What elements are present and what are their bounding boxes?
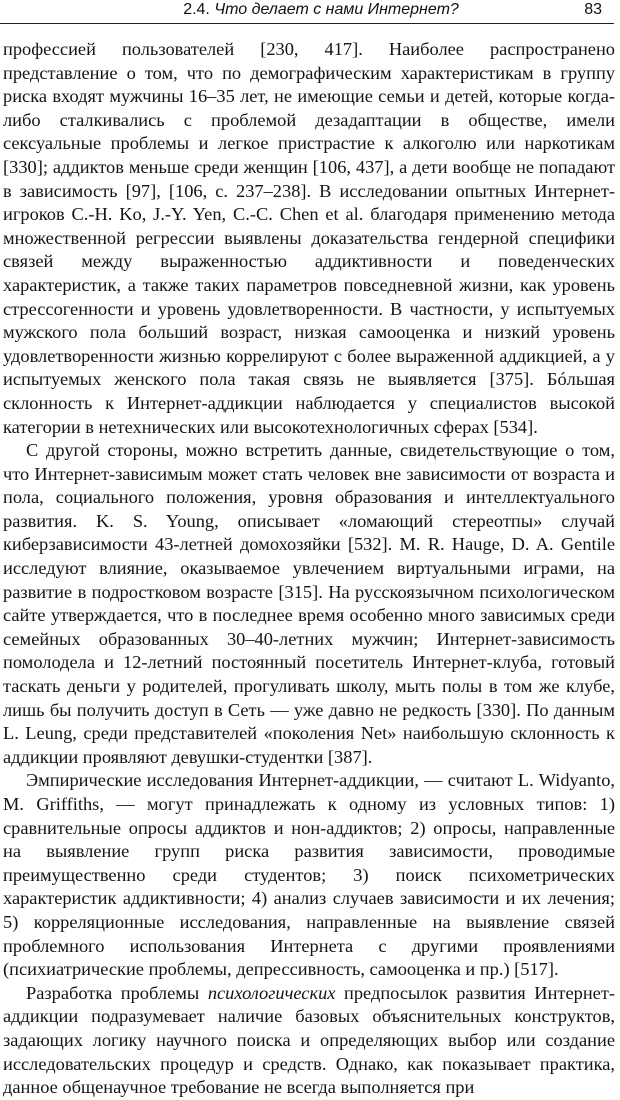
running-head-title [176, 1, 466, 19]
section-number: 2.4. [183, 1, 210, 18]
header-rule [0, 23, 614, 24]
paragraph-4: Разработка проблемы психологических предпосылок развития Интернет-аддикции подразумевает наличие базовых объяснительных конструктов, задающих логику научного поиска и определяющих выбор или создание исследовательских процедур и средств. Однако, как показывает практика, данное общенаучное требование не всегда выполняется при [3, 982, 615, 1098]
emphasis-text: психологических [207, 982, 336, 1003]
section-title: Что делает с нами Интернет? [214, 1, 459, 18]
paragraph-2: С другой стороны, можно встретить данные, свидетельствующие о том, что Интернет-зависимым может стать человек вне зависимости от возраста и пола, социального положения, уровня образования и интеллектуального развития. K. S. Young, описывает «ломающий стереотпы» случай киберзависимости 43-летней домохозяйки [532]. M. R. Hauge, D. A. Gentile исследуют влияние, оказываемое увлечением виртуальными играми, на развитие в подростковом возрасте [315]. На русскоязычном психологическом сайте утверждается, что в последнее время особенно много зависимых среди семейных образованных 30–40-летних мужчин; Интернет-зависимость помолодела и 12-летний постоянный посетитель Интернет-клуба, готовый таскать деньги у родителей, прогуливать школу, мыть полы в том же клубе, лишь бы получить доступ в Сеть — уже давно не редкость [330]. По данным L. Leung, среди представителей «поколения Net» наибольшую склонность к аддикции проявляют девушки-студентки [387]. [3, 440, 615, 767]
paragraph-3: Эмпирические исследования Интернет-аддикции, — считают L. Widyanto, M. Griffiths, — могут принадлежать к одному из условных типов: 1) сравнительные опросы аддиктов и нон-аддиктов; 2) опросы, направленные на выявление групп риска развития зависимости, проводимые преимущественно среди студентов; 3) поиск психометрических характеристик аддиктивности; 4) анализ случаев зависимости и их лечения; 5) корреляционные исследования, направленные на выявление связей проблемного использования Интернета с другими проявлениями (психиатрические проблемы, депрессивность, самооценка и пр.) [517]. [3, 770, 615, 980]
body-text [3, 38, 615, 1100]
page-number: 83 [584, 1, 602, 18]
paragraph-1: профессией пользователей [230, 417]. Наиболее распространено представление о том, что по демографическим характеристикам в группу риска входят мужчины 16–35 лет, не имеющие семьи и детей, которые когда-либо сталкивались с проблемой дезадаптации в обществе, имели сексуальные проблемы и легкое пристрастие к алкоголю или наркотикам [330]; аддиктов меньше среди женщин [106, 437], а дети вообще не попадают в зависимость [97], [106, с. 237–238]. В исследовании опытных Интернет-игроков C.-H. Ko, J.-Y. Yen, C.-C. Chen et al. благодаря применению метода множественной регрессии выявлены доказательства гендерной специфики связей между выраженностью аддиктивности и поведенческих характеристик, а также таких параметров повседневной жизни, как уровень стрессогенности и уровень удовлетворенности. В частности, у испытуемых мужского пола больший возраст, низкая самооценка и низкий уровень удовлетворенности жизнью коррелируют с более выраженной аддикцией, а у испытуемых женского пола такая связь не выявляется [375]. Бóльшая склонность к Интернет-аддикции наблюдается у специалистов высокой категории в нетехнических или высокотехнологичных сферах [534]. [3, 39, 615, 437]
running-header [0, 0, 620, 24]
